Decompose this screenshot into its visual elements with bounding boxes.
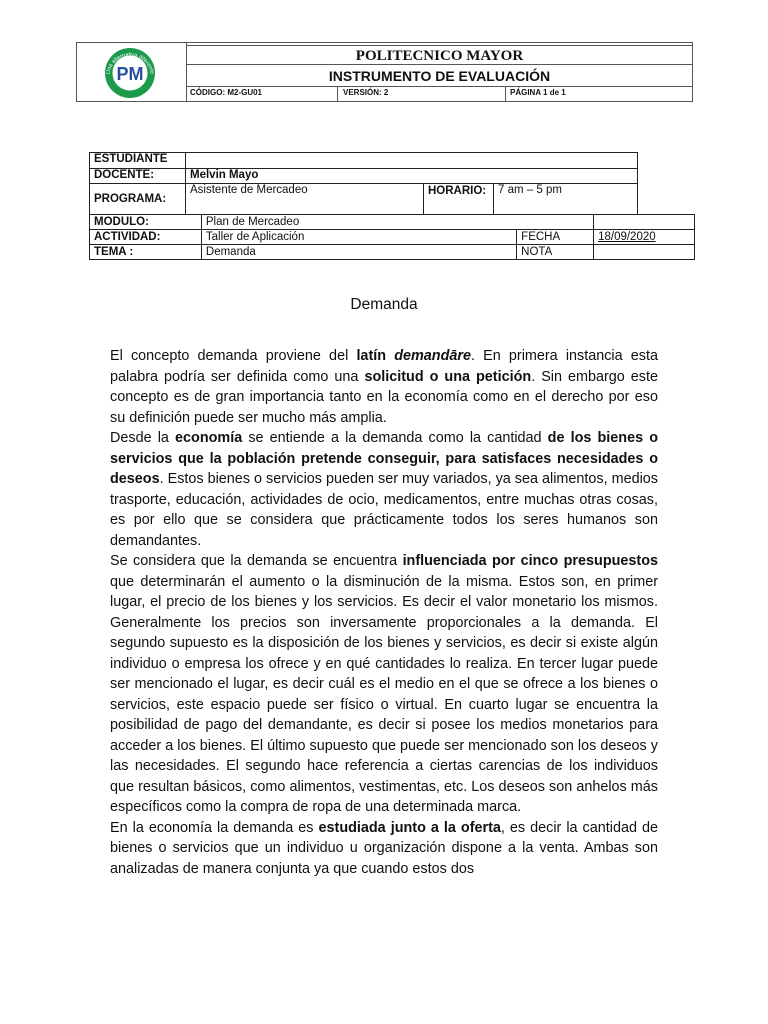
tema-value: Demanda xyxy=(201,245,516,260)
page-title: Demanda xyxy=(350,296,418,313)
document-meta-row xyxy=(187,87,692,101)
estudiante-label: ESTUDIANTE xyxy=(90,153,186,169)
institution-name: POLITECNICO MAYOR xyxy=(187,45,692,65)
horario-value: 7 am – 5 pm xyxy=(494,184,638,215)
student-info-table xyxy=(89,152,638,215)
paragraph-2: Desde la economía se entiende a la demanda como la cantidad de los bienes o servicios que la población pretende conseguir, para satisfaces necesidades o deseos. Estos bienes o servicios pueden ser muy variados, ya sea alimentos, medios trasporte, educación, actividades de ocio, medicamentos, entre muchas otras cosas, es por ello que se considera que prácticamente todos los seres humanos son demandantes. xyxy=(110,430,658,549)
document-title: INSTRUMENTO DE EVALUACIÓN xyxy=(187,65,692,87)
horario-label: HORARIO: xyxy=(424,184,494,215)
estudiante-value xyxy=(186,153,638,169)
modulo-value: Plan de Mercadeo xyxy=(201,215,593,230)
nota-value xyxy=(594,245,695,260)
docente-value: Melvin Mayo xyxy=(186,169,638,184)
actividad-value: Taller de Aplicación xyxy=(201,230,516,245)
logo-seal-icon xyxy=(77,43,185,101)
activity-info-table xyxy=(89,214,695,260)
institution-logo xyxy=(77,43,187,101)
code-field: CÓDIGO: M2-GU01 xyxy=(190,88,263,97)
fecha-value: 18/09/2020 xyxy=(594,230,695,245)
document-header xyxy=(76,42,693,102)
paragraph-3: Se considera que la demanda se encuentra influenciada por cinco presupuestos que determinarán el aumento o la disminución de la misma. Estos son, en primer lugar, el precio de los bienes y los servicios. Es decir el valor monetario los mismos. Generalmente los precios son inversamente proporcionales a la demanda. El segundo supuesto es la disposición de los bienes y servicios, es decir si existe algún individuo o empresa los ofrece y en qué cantidades lo realiza. En tercer lugar puede ser mencionado el lugar, es decir cuál es el medio en el que se ofrece a los bienes o servicios, este espacio puede ser físico o virtual. En cuarto lugar se encuentra la posibilidad de pago del demandante, es decir si posee los medios monetarios para acceder a los bienes. El último supuesto que puede ser mencionado son los deseos y las necesidades. El segundo hace referencia a ciertas carencias de los individuos que resultan básicos, como alimentos, vestimentas, etc. Los deseos son anhelos más específicos como la compra de ropa de una determinada marca. xyxy=(110,553,658,815)
page-field: PÁGINA 1 de 1 xyxy=(510,88,566,97)
paragraph-4: En la economía la demanda es estudiada junto a la oferta, es decir la cantidad de bienes o servicios que un individuo u organización dispone a la venta. Ambas son analizadas de manera conjunta ya que cuando estos dos xyxy=(110,819,658,877)
logo-text: Una alternativa diferente xyxy=(105,51,155,75)
paragraph-1: El concepto demanda proviene del latín demandāre. En primera instancia esta palabra podría ser definida como una solicitud o una petición. Sin embargo este concepto es de gran importancia tanto en la economía como en el derecho por eso su definición puede ser mucho más amplia. xyxy=(110,348,658,426)
fecha-label: FECHA xyxy=(517,230,594,245)
docente-label: DOCENTE: xyxy=(90,169,186,184)
nota-label: NOTA xyxy=(517,245,594,260)
programa-label: PROGRAMA: xyxy=(90,184,186,215)
modulo-label: MODULO: xyxy=(90,215,202,230)
programa-value: Asistente de Mercadeo xyxy=(186,184,424,215)
version-field: VERSIÓN: 2 xyxy=(343,88,389,97)
tema-label: TEMA : xyxy=(90,245,202,260)
actividad-label: ACTIVIDAD: xyxy=(90,230,202,245)
logo-mark: PM xyxy=(116,64,144,84)
body-text xyxy=(110,346,658,879)
